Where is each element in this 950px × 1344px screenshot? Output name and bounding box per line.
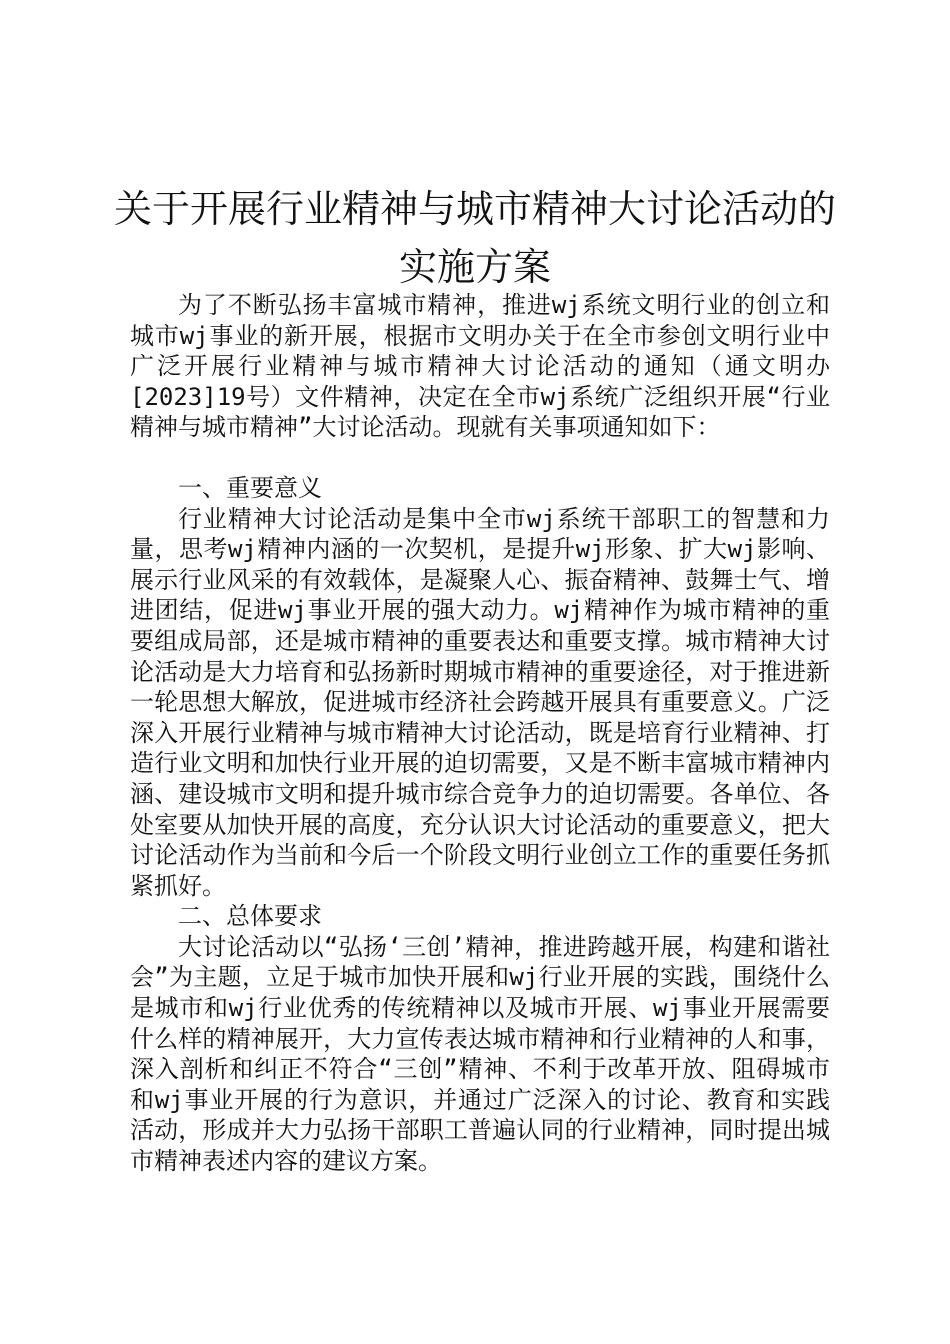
document-body (130, 290, 830, 1177)
section-heading-significance: 一、重要意义 (178, 473, 322, 502)
paragraph-gap (130, 443, 830, 473)
section-heading-requirements: 二、总体要求 (178, 902, 322, 931)
document-title: 关于开展行业精神与城市精神大讨论活动的实施方案 (113, 187, 836, 289)
section-paragraph-significance: 行业精神大讨论活动是集中全市wj系统干部职工的智慧和力量，思考wj精神内涵的一次契机，是提升wj形象、扩大wj影响、展示行业风采的有效载体，是凝聚人心、振奋精神、鼓舞士气、增进团结，促进wj事业开展的强大动力。wj精神作为城市精神的重要组成局部，还是城市精神的重要表达和重要支撑。城市精神大讨论活动是大力培育和弘扬新时期城市精神的重要途径，对于推进新一轮思想大解放，促进城市经济社会跨越开展具有重要意义。广泛深入开展行业精神与城市精神大讨论活动，既是培育行业精神、打造行业文明和加快行业开展的迫切需要，又是不断丰富城市精神内涵、建设城市文明和提升城市综合竞争力的迫切需要。各单位、各处室要从加快开展的高度，充分认识大讨论活动的重要意义，把大讨论活动作为当前和今后一个阶段文明行业创立工作的重要任务抓紧抓好。 (130, 504, 830, 900)
section-paragraph-requirements: 大讨论活动以“弘扬‘三创’精神，推进跨越开展，构建和谐社会”为主题，立足于城市加快开展和wj行业开展的实践，围绕什么是城市和wj行业优秀的传统精神以及城市开展、wj事业开展需要什么样的精神展开，大力宣传表达城市精神和行业精神的人和事，深入剖析和纠正不符合“三创”精神、不利于改革开放、阻碍城市和wj事业开展的行为意识，并通过广泛深入的讨论、教育和实践活动，形成并大力弘扬干部职工普遍认同的行业精神，同时提出城市精神表述内容的建议方案。 (130, 932, 830, 1176)
intro-paragraph: 为了不断弘扬丰富城市精神，推进wj系统文明行业的创立和城市wj事业的新开展，根据市文明办关于在全市参创文明行业中广泛开展行业精神与城市精神大讨论活动的通知（通文明办[2023]19号）文件精神，决定在全市wj系统广泛组织开展“行业精神与城市精神”大讨论活动。现就有关事项通知如下： (130, 291, 830, 442)
